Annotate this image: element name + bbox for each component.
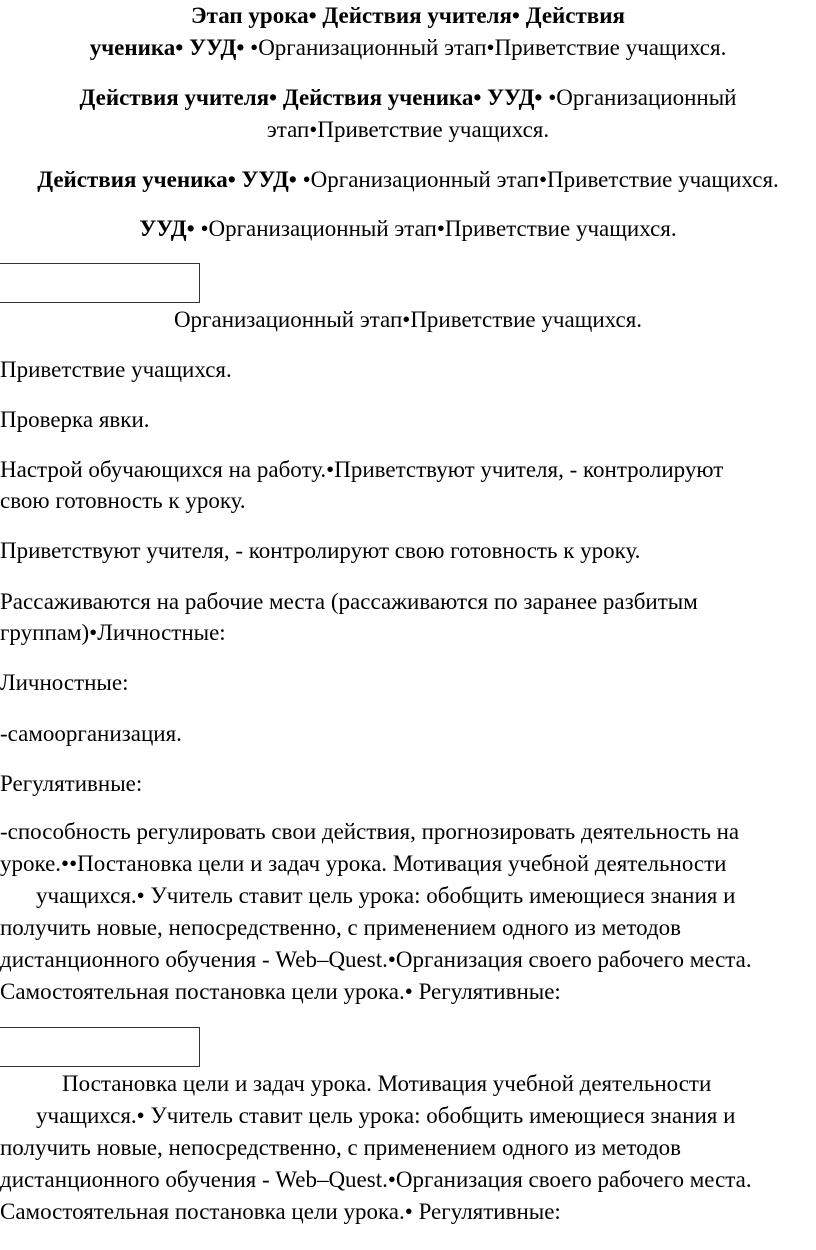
heading-text: •Организационный этап•Приветствие учащихся. bbox=[302, 167, 779, 192]
paragraph: Приветствие учащихся. bbox=[0, 357, 232, 382]
paragraph-line: Самостоятельная постановка цели урока.• Регулятивные: bbox=[0, 1199, 561, 1224]
paragraph-line: Самостоятельная постановка цели урока.• Регулятивные: bbox=[0, 979, 561, 1004]
heading-bold-text: ученика• УУД• bbox=[89, 35, 251, 60]
heading-line bbox=[0, 0, 816, 32]
heading-bold-text: Этап урока• Действия учителя• Действия bbox=[191, 3, 625, 28]
paragraph: Приветствуют учителя, - контролируют свою готовность к уроку. bbox=[0, 538, 641, 563]
paragraph-line: свою готовность к уроку. bbox=[0, 488, 246, 513]
paragraph: Регулятивные: bbox=[0, 771, 143, 796]
paragraph-line: дистанционного обучения - Web–Quest.•Организация своего рабочего места. bbox=[0, 947, 752, 972]
heading-line bbox=[0, 32, 816, 64]
heading-line bbox=[0, 213, 816, 245]
heading-line bbox=[0, 82, 816, 114]
paragraph-line: дистанционного обучения - Web–Quest.•Организация своего рабочего места. bbox=[0, 1167, 752, 1192]
paragraph: -самоорганизация. bbox=[0, 721, 182, 746]
heading-text: •Организационный этап•Приветствие учащихся. bbox=[200, 216, 677, 241]
paragraph-line: группам)•Личностные: bbox=[0, 620, 226, 645]
heading-bold-text: Действия ученика• УУД• bbox=[37, 167, 303, 192]
heading-text: этап•Приветствие учащихся. bbox=[266, 117, 550, 142]
paragraph-line: Постановка цели и задач урока. Мотивация учебной деятельности bbox=[62, 1071, 712, 1096]
paragraph-line: учащихся.• Учитель ставит цель урока: обобщить имеющиеся знания и bbox=[36, 883, 736, 908]
paragraph-line: Рассаживаются на рабочие места (рассаживаются по заранее разбитым bbox=[0, 589, 698, 614]
paragraph-line: Настрой обучающихся на работу.•Приветствуют учителя, - контролируют bbox=[0, 457, 724, 482]
empty-box bbox=[0, 263, 200, 303]
heading-bold-text: УУД• bbox=[139, 216, 201, 241]
paragraph-line: получить новые, непосредственно, с применением одного из методов bbox=[0, 1135, 682, 1160]
heading-bold-text: Действия учителя• Действия ученика• УУД• bbox=[79, 85, 549, 110]
heading-line bbox=[0, 164, 816, 196]
heading-line bbox=[0, 114, 816, 146]
paragraph: Организационный этап•Приветствие учащихся. bbox=[173, 307, 643, 332]
paragraph-line: уроке.••Постановка цели и задач урока. Мотивация учебной деятельности bbox=[0, 851, 727, 876]
empty-box bbox=[0, 1027, 200, 1067]
paragraph-line: получить новые, непосредственно, с применением одного из методов bbox=[0, 915, 682, 940]
heading-text: •Организационный этап•Приветствие учащихся. bbox=[250, 35, 727, 60]
heading-text: •Организационный bbox=[548, 85, 737, 110]
paragraph-line: учащихся.• Учитель ставит цель урока: обобщить имеющиеся знания и bbox=[36, 1103, 736, 1128]
paragraph-line: -способность регулировать свои действия, прогнозировать деятельность на bbox=[0, 819, 740, 844]
paragraph: Личностные: bbox=[0, 670, 129, 695]
paragraph: Проверка явки. bbox=[0, 407, 150, 432]
